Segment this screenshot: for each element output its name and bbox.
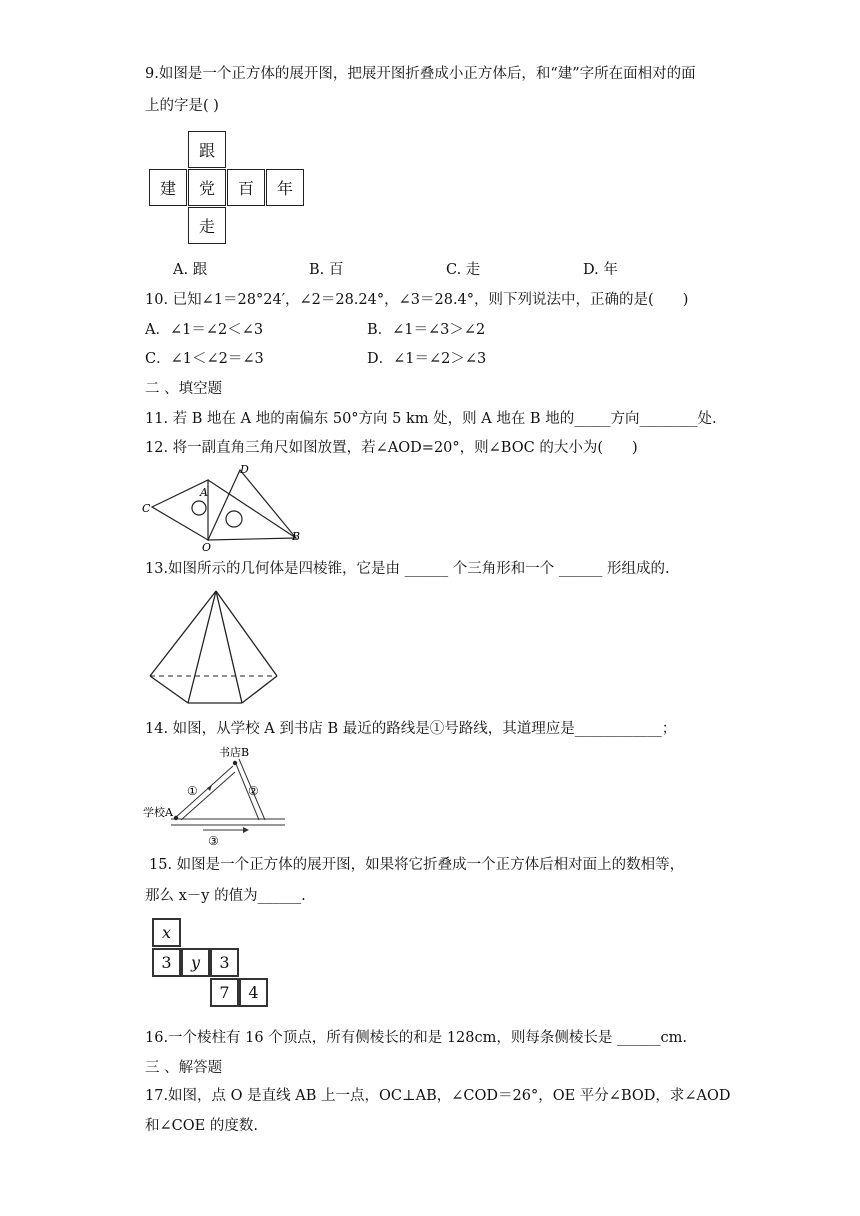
label-route-1: ①: [187, 784, 198, 798]
net-face-left: 建: [149, 169, 187, 206]
q10-option-b: B．∠1＝∠3＞∠2: [367, 322, 486, 338]
label-route-2: ②: [248, 784, 259, 798]
q15-stem-line1: 15. 如图是一个正方体的展开图，如果将它折叠成一个正方体后相对面上的数相等，: [149, 857, 685, 873]
section-answer-heading: 三 、解答题: [145, 1060, 223, 1076]
q10-option-d: D．∠1＝∠2＞∠3: [367, 351, 487, 367]
q17-stem-line1: 17.如图，点 O 是直线 AB 上一点，OC⊥AB，∠COD＝26°，OE 平分∠BOD，求∠AOD: [145, 1088, 731, 1104]
label-bookstore-b: 书店B: [219, 746, 250, 759]
net-face-top: 跟: [188, 131, 226, 168]
q9-option-c: C. 走: [446, 262, 481, 278]
net-cell-4: 4: [239, 978, 268, 1007]
q17-stem-line2: 和∠COE 的度数.: [145, 1118, 258, 1134]
q9-stem-line2: 上的字是( ): [145, 98, 219, 114]
net-face-center: 党: [188, 169, 226, 206]
net-cell-3a: 3: [152, 948, 181, 977]
q10-stem: 10. 已知∠1＝28°24′，∠2＝28.24°，∠3＝28.4°，则下列说法中，正确的是( ): [145, 292, 689, 308]
q12-stem: 12. 将一副直角三角尺如图放置，若∠AOD=20°，则∠BOC 的大小为( ): [145, 440, 638, 456]
label-a: A: [200, 486, 208, 499]
q9-option-b: B. 百: [309, 262, 344, 278]
cube-net-figure: [149, 131, 309, 247]
net-face-bottom: 走: [188, 207, 226, 244]
net-cell-3b: 3: [210, 948, 239, 977]
q10-option-a: A．∠1＝∠2＜∠3: [145, 322, 264, 338]
label-school-a: 学校A: [143, 806, 173, 819]
section-fill-in-heading: 二 、填空题: [145, 381, 223, 397]
q9-stem-line1: 9.如图是一个正方体的展开图，把展开图折叠成小正方体后，和“建”字所在面相对的面: [145, 66, 696, 82]
label-d: D: [240, 463, 249, 476]
net-cell-y: y: [181, 948, 210, 977]
q15-stem-line2: 那么 x－y 的值为______.: [145, 888, 306, 904]
q13-stem: 13.如图所示的几何体是四棱锥，它是由 ______ 个三角形和一个 ______ 形组成的.: [145, 561, 670, 577]
q9-option-d: D. 年: [583, 262, 618, 278]
ruler-hole-1: [192, 501, 206, 515]
label-route-3: ③: [208, 834, 219, 848]
number-net-figure: [152, 918, 270, 1008]
q9-option-a: A. 跟: [173, 262, 208, 278]
q11-stem: 11. 若 B 地在 A 地的南偏东 50°方向 5 km 处，则 A 地在 B 地的_____方向________处.: [145, 411, 717, 427]
label-o: O: [202, 541, 212, 554]
net-face-right2: 年: [266, 169, 304, 206]
q10-option-c: C．∠1＜∠2＝∠3: [145, 351, 264, 367]
net-cell-7: 7: [210, 978, 239, 1007]
pyramid-figure: [146, 588, 280, 708]
net-cell-x: x: [152, 918, 181, 947]
ruler-hole-2: [226, 511, 242, 527]
label-c: C: [142, 502, 151, 515]
route-map-figure: [143, 744, 288, 850]
net-face-right1: 百: [227, 169, 265, 206]
q14-stem: 14. 如图，从学校 A 到书店 B 最近的路线是①号路线，其道理应是____________；: [145, 721, 677, 737]
triangle-rulers-figure: [140, 462, 310, 554]
label-b: B: [292, 530, 301, 543]
q16-stem: 16.一个棱柱有 16 个顶点，所有侧棱长的和是 128cm，则每条侧棱长是 ______cm.: [145, 1030, 687, 1046]
